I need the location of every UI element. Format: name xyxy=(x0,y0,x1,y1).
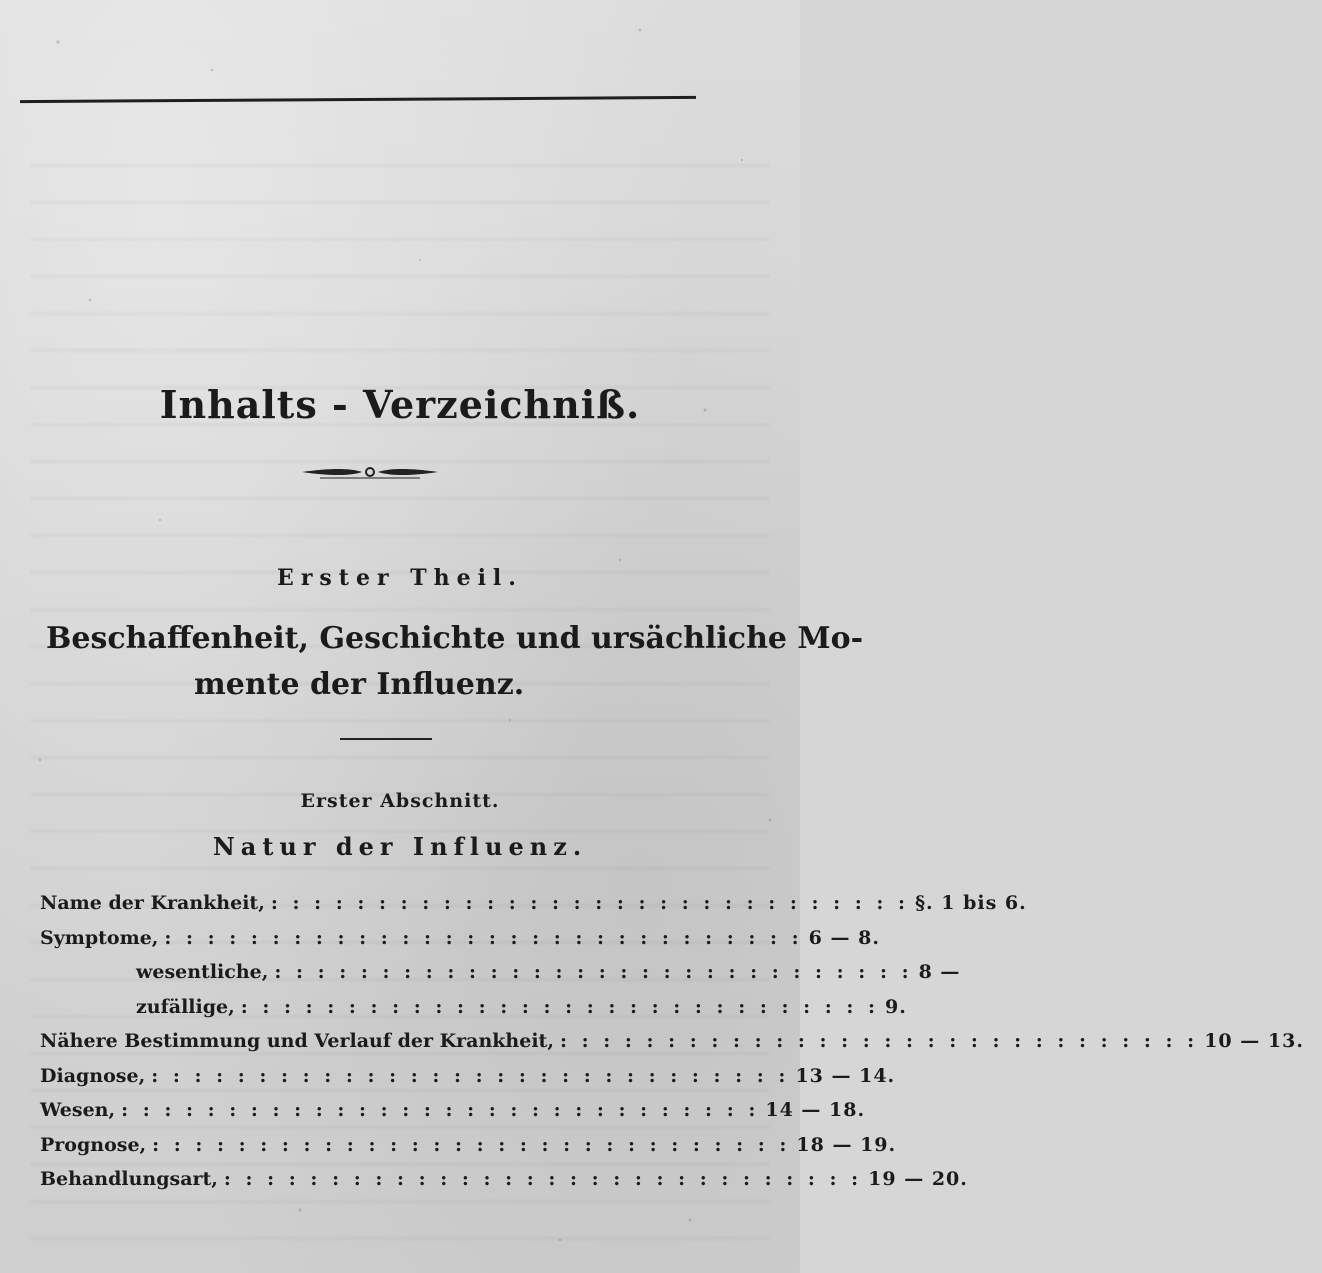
toc-entry-label: Nähere Bestimmung und Verlauf der Krankheit, xyxy=(40,1030,554,1052)
toc-entry xyxy=(40,1168,968,1203)
toc-entry-reference: 13 — 14. xyxy=(795,1064,896,1087)
toc-entry xyxy=(40,961,961,996)
toc-entry-label: Behandlungsart, xyxy=(40,1168,218,1190)
part-subtitle xyxy=(46,616,864,708)
toc-entry-reference: 10 — 13. xyxy=(1204,1030,1304,1052)
toc-entry xyxy=(40,1030,1304,1065)
ornament-divider-icon xyxy=(300,462,440,482)
part-subtitle-line-1: Beschaffenheit, Geschichte und ursächliche Mo- xyxy=(46,621,864,656)
toc-leader-dots: : : : : : : : : : : : : : : : : : : : : : : : : : : : : : : xyxy=(164,926,803,949)
table-of-contents xyxy=(40,892,1304,1203)
toc-entry-reference: 6 — 8. xyxy=(808,926,880,949)
toc-entry-label: wesentliche, xyxy=(136,961,269,983)
toc-entry-label: Prognose, xyxy=(40,1133,147,1156)
toc-entry-reference: 19 — 20. xyxy=(868,1168,968,1190)
toc-entry xyxy=(40,995,907,1031)
toc-entry xyxy=(40,1099,866,1134)
part-subtitle-line-2: mente der Influenz. xyxy=(194,667,525,702)
toc-leader-dots: : : : : : : : : : : : : : : : : : : : : : : : : : : : : : : xyxy=(274,961,913,983)
part-heading: Erster Theil. xyxy=(277,565,523,591)
toc-leader-dots: : : : : : : : : : : : : : : : : : : : : : : : : : : : : : : xyxy=(240,995,879,1018)
toc-entry-label: Name der Krankheit, xyxy=(40,892,265,914)
toc-entry-reference: 9. xyxy=(884,995,907,1018)
toc-entry xyxy=(40,1133,897,1169)
section-title: Natur der Influenz. xyxy=(212,832,588,861)
toc-leader-dots: : : : : : : : : : : : : : : : : : : : : : : : : : : : : : : xyxy=(121,1099,760,1121)
toc-entry-reference: 18 — 19. xyxy=(796,1133,897,1156)
toc-leader-dots: : : : : : : : : : : : : : : : : : : : : : : : : : : : : : : xyxy=(270,892,910,914)
toc-entry xyxy=(40,1064,896,1100)
toc-entry-reference: 14 — 18. xyxy=(765,1099,866,1121)
section-divider xyxy=(340,738,432,740)
toc-entry xyxy=(40,892,1027,927)
section-heading: Erster Abschnitt. xyxy=(300,790,500,812)
toc-leader-dots: : : : : : : : : : : : : : : : : : : : : : : : : : : : : : : xyxy=(151,1064,790,1087)
toc-leader-dots: : : : : : : : : : : : : : : : : : : : : : : : : : : : : : : xyxy=(223,1168,863,1190)
toc-entry-label: Wesen, xyxy=(40,1099,116,1121)
toc-entry-reference: §. 1 bis 6. xyxy=(915,892,1027,914)
page-title: Inhalts - Verzeichniß. xyxy=(159,382,641,427)
toc-leader-dots: : : : : : : : : : : : : : : : : : : : : : : : : : : : : : : xyxy=(152,1133,791,1156)
toc-entry xyxy=(40,926,880,962)
toc-entry-label: zufällige, xyxy=(136,995,235,1018)
toc-entry-label: Diagnose, xyxy=(40,1064,146,1087)
toc-leader-dots: : : : : : : : : : : : : : : : : : : : : : : : : : : : : : : xyxy=(559,1030,1199,1052)
toc-entry-label: Symptome, xyxy=(40,926,159,949)
toc-entry-reference: 8 — xyxy=(918,961,961,983)
header-rule xyxy=(20,96,696,103)
